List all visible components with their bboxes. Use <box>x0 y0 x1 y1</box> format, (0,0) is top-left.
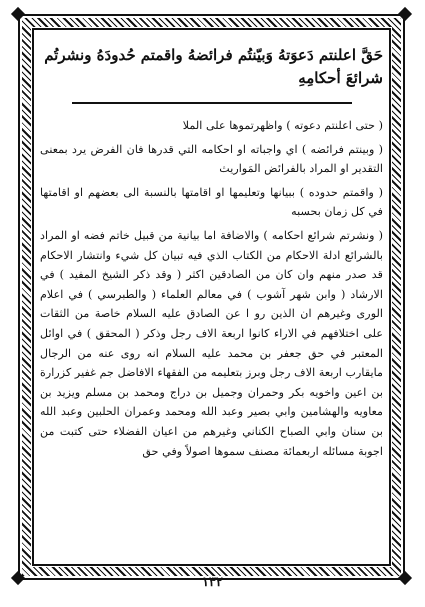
paragraph: ( حتى اعلنتم دعوته ) واظهرتموها على الملا <box>182 119 383 132</box>
heading-divider <box>72 102 352 104</box>
paragraph: ( وبينتم فرائضه ) اي واجباته او احكامه التي قدرها فان الفرض يرد بمعنى التقدير او المراد بالفرائض المَواريث <box>40 142 383 176</box>
page-heading: حَقَّ اعلنتم دَعوَتهُ وَبيّنتُم فرائضهُ واقمتم حُدودَهُ ونشرتُم شرائعَ أحكامِهِ <box>44 46 383 87</box>
page-content <box>40 44 383 564</box>
paragraph: ( واقمتم حدوده ) ببيانها وتعليمها او اقامتها بالنسبة الى بعضهم او اقامتها في كل زمان بحسبه <box>40 185 383 219</box>
paragraph: ( ونشرتم شرائع احكامه ) والاضافة اما بيانية من قبيل خاتم فضه او المراد بالشرائع ادلة الاحكام من الكتاب الذي فيه تبيان كل شيء وانتشار الاحكام قد صدر منهم وان كان من الصادقين اكثر ( وقد ذكر الشيخ المفيد ) في الارشاد ( وابن شهر آشوب ) في معالم العلماء ( والطبرسي ) في اعلام الورى وغيرهم ان الذين رو ا عن الصادق عليه السلام خاصة من الثقات على اختلافهم في الاراء كانوا اربعة الاف رجل وذكر ( المحقق ) في اوائل المعتبر في حق جعفر بن محمد عليه السلام انه روى عنه من الرجال مايقارب اربعة الاف رجل وبرز بتعليمه من الفقهاء الافاضل جم غفير كزرارة بن اعين واخويه بكر وحمران وجميل بن دراج ومحمد بن مسلم ويزيد بن معاويه والهشامين وابي بصير وعبد الله ومحمد وعمران الحلبين وعبد الله بن سنان وابي الصباح الكناني وغيرهم من اعيان الفضلاء حتى كتبت من اجوبة مسائله اربعمائة مصنف سموها اصولاً وفي حق <box>40 228 383 458</box>
page-number: ١٣٢ <box>202 575 223 590</box>
